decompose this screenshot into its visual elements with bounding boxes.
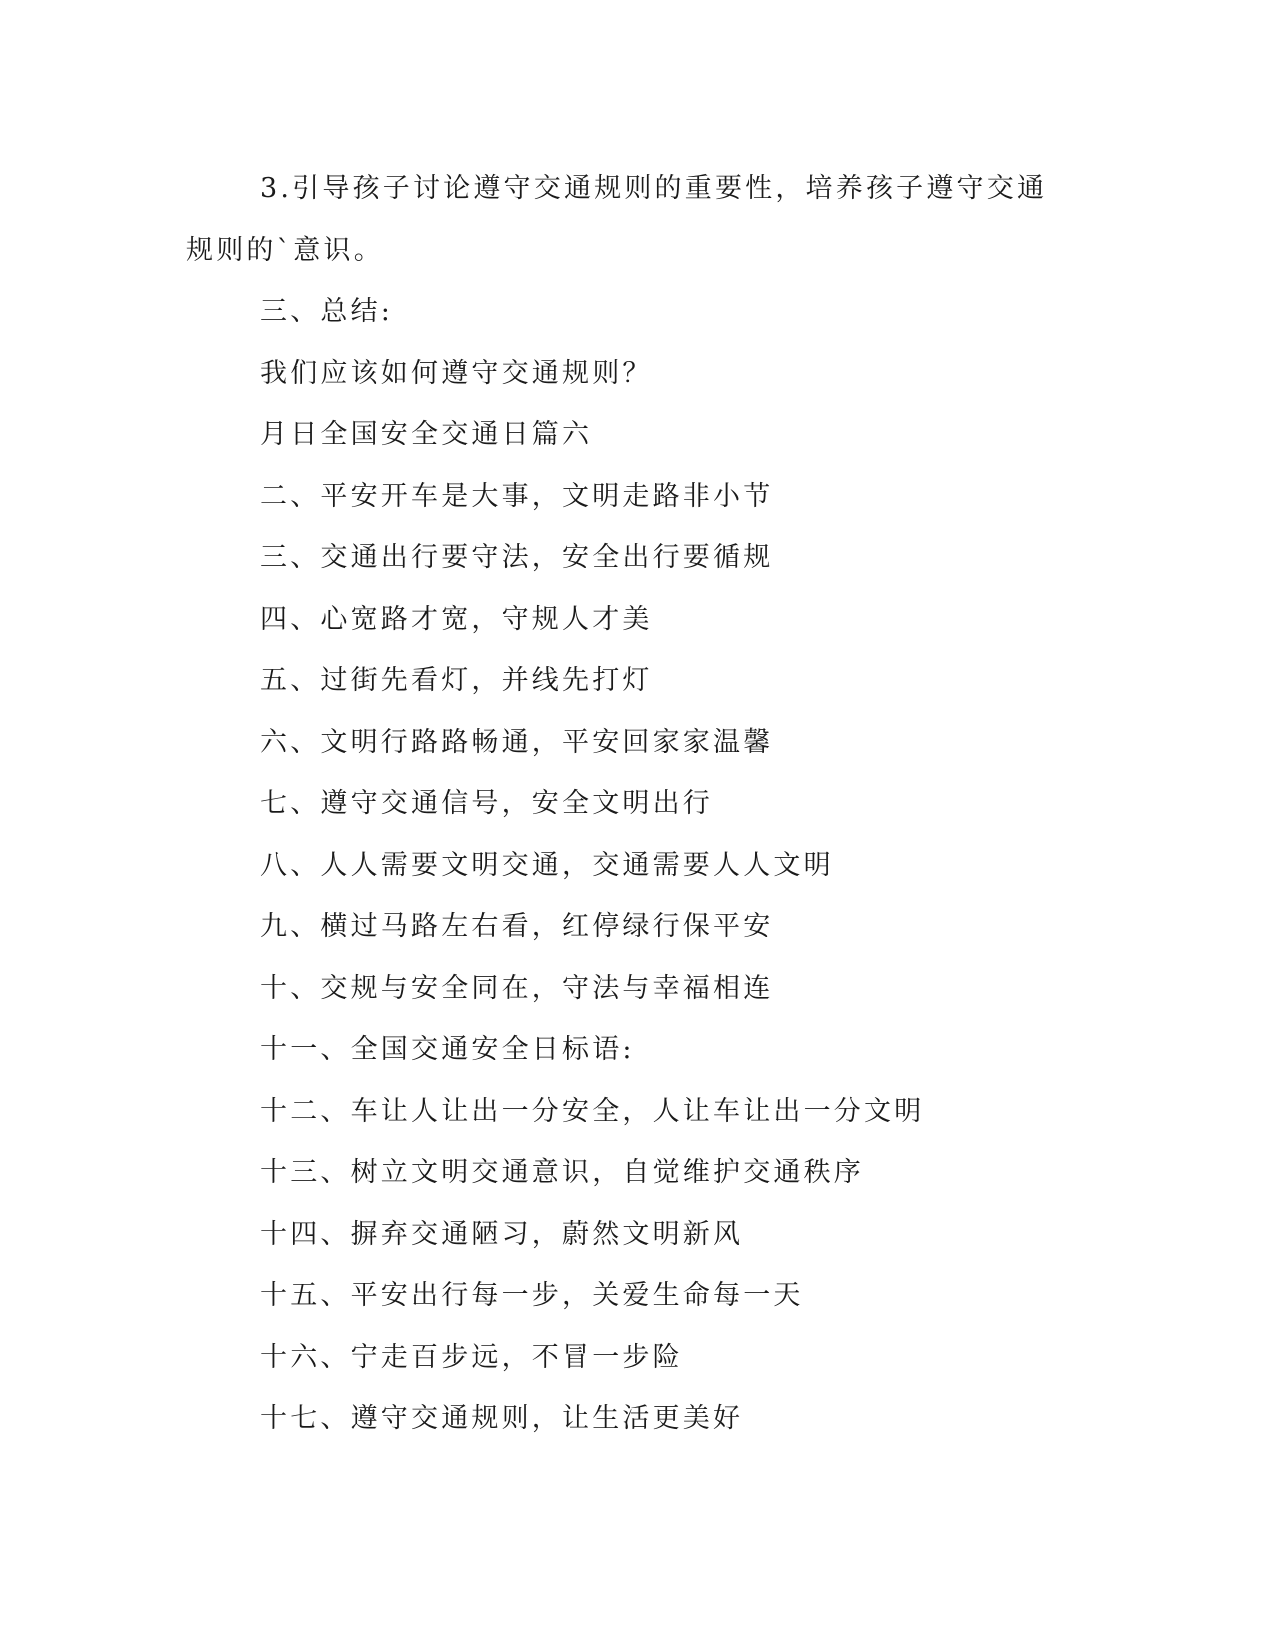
slogan-item: 八、人人需要文明交通，交通需要人人文明 <box>260 849 834 881</box>
slogan-heading: 十一、全国交通安全日标语: <box>260 1034 635 1065</box>
slogan-item: 十三、树立文明交通意识，自觉维护交通秩序 <box>260 1157 864 1188</box>
slogan-item: 五、过街先看灯，并线先打灯 <box>260 665 653 696</box>
slogan-item: 六、文明行路路畅通，平安回家家温馨 <box>260 726 774 758</box>
paragraph-intro: 3.引导孩子讨论遵守交通规则的重要性，培养孩子遵守交通规则的`意识。 <box>186 173 1048 266</box>
slogan-item: 七、遵守交通信号，安全文明出行 <box>260 788 713 819</box>
section-heading-part-six: 月日全国安全交通日篇六 <box>260 419 593 450</box>
slogan-item: 十二、车让人让出一分安全，人让车让出一分文明 <box>260 1095 925 1127</box>
slogan-item: 十六、宁走百步远，不冒一步险 <box>260 1341 683 1373</box>
slogan-item: 四、心宽路才宽，守规人才美 <box>260 603 653 635</box>
slogan-item: 十七、遵守交通规则，让生活更美好 <box>260 1403 744 1434</box>
slogan-item: 十五、平安出行每一步，关爱生命每一天 <box>260 1280 804 1311</box>
slogan-item: 三、交通出行要守法，安全出行要循规 <box>260 542 774 573</box>
slogan-item: 十、交规与安全同在，守法与幸福相连 <box>260 972 774 1004</box>
document-body <box>186 158 1076 1450</box>
slogan-item: 二、平安开车是大事，文明走路非小节 <box>260 480 774 512</box>
slogan-item: 十四、摒弃交通陋习，蔚然文明新风 <box>260 1218 744 1250</box>
section-heading-summary: 三、总结: <box>260 296 394 327</box>
slogan-item: 九、横过马路左右看，红停绿行保平安 <box>260 911 774 942</box>
paragraph-question: 我们应该如何遵守交通规则？ <box>260 357 653 389</box>
